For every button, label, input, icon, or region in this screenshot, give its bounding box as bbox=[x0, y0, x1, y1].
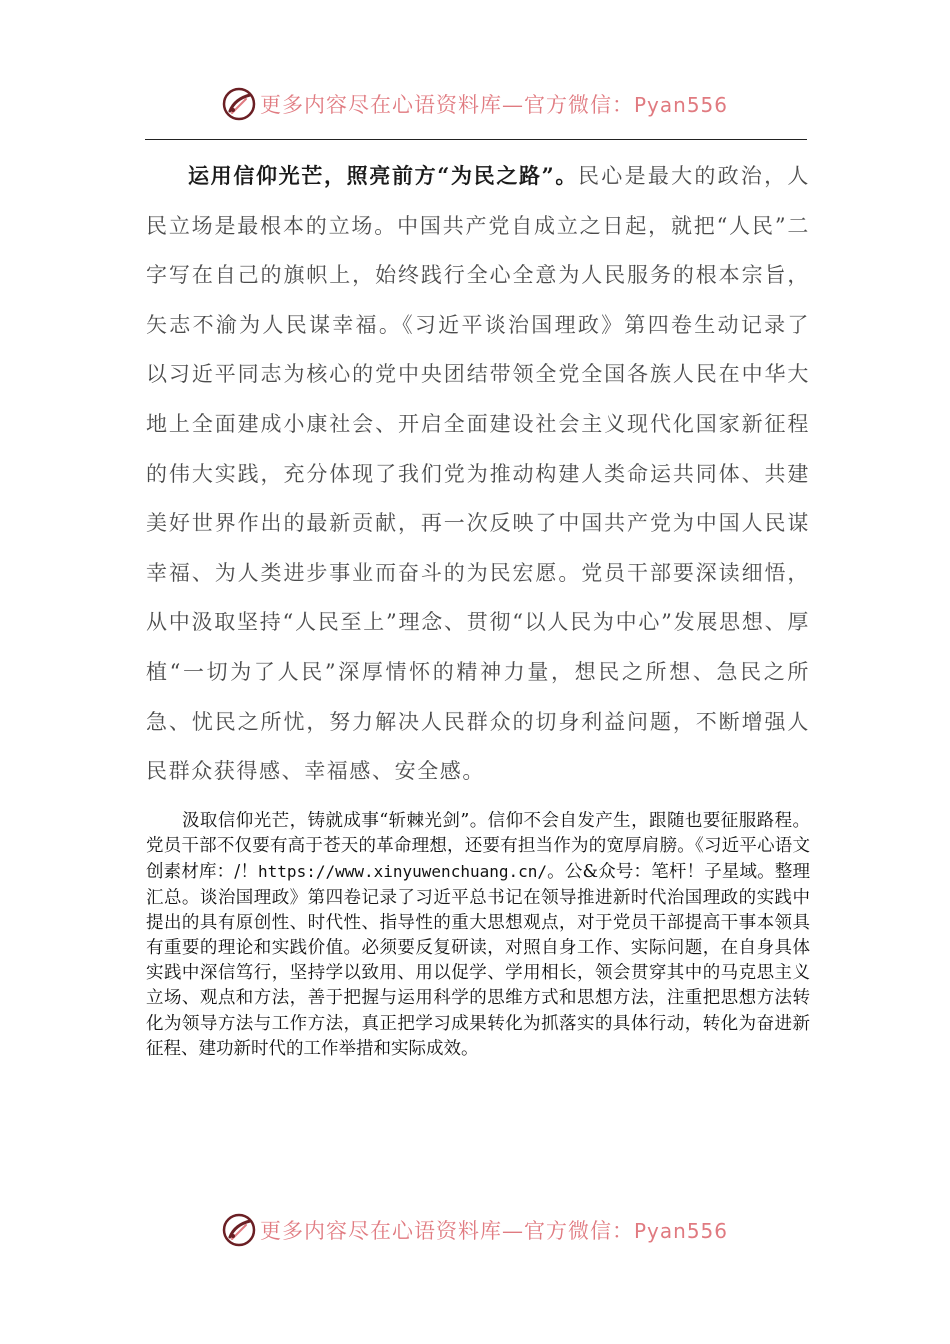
footer-wechat-id: Pyan556 bbox=[633, 1219, 728, 1243]
header-banner-text: 更多内容尽在心语资料库—官方微信：Pyan556 bbox=[259, 93, 728, 117]
footer-banner bbox=[0, 1210, 950, 1250]
header-banner bbox=[0, 84, 950, 124]
footer-banner-text: 更多内容尽在心语资料库—官方微信：Pyan556 bbox=[259, 1219, 728, 1243]
paragraph-second-part1: 汲取信仰光芒，铸就成事“斩棘光剑”。信仰不会自发产生，跟随也要征服路程。党员干部不仅要有高于苍天的革命理想，还要有担当作为的宽厚肩膀。《习近平心语文创素材库：/！ bbox=[146, 811, 810, 883]
paragraph-main bbox=[146, 151, 810, 797]
pen-logo-icon bbox=[222, 87, 256, 121]
pen-logo-icon bbox=[222, 1213, 256, 1247]
header-wechat-id: Pyan556 bbox=[633, 93, 728, 117]
paragraph-second bbox=[146, 809, 810, 1062]
header-divider bbox=[145, 139, 807, 140]
paragraph-lead-heading: 运用信仰光芒，照亮前方“为民之路”。 bbox=[188, 163, 579, 188]
paragraph-main-body: 民心是最大的政治，人民立场是最根本的立场。中国共产党自成立之日起，就把“人民”二字写在自己的旗帜上，始终践行全心全意为人民服务的根本宗旨，矢志不渝为人民谋幸福。《习近平谈治国理政》第四卷生动记录了以习近平同志为核心的党中央团结带领全党全国各族人民在中华大地上全面建成小康社会、开启全面建设社会主义现代化国家新征程的伟大实践，充分体现了我们党为推动构建人类命运共同体、共建美好世界作出的最新贡献，再一次反映了中国共产党为中国人民谋幸福、为人类进步事业而奋斗的为民宏愿。党员干部要深读细悟，从中汲取坚持“人民至上”理念、贯彻“以人民为中心”发展思想、厚植“一切为了人民”深厚情怀的精神力量，想民之所想、急民之所急、忧民之所忧，努力解决人民群众的切身利益问题，不断增强人民群众获得感、幸福感、安全感。 bbox=[146, 164, 810, 784]
embedded-url-text: https://www.xinyuwenchuang.cn/ bbox=[258, 862, 548, 882]
paragraph-second-part2: 。公&众号：笔杆！子星域。整理汇总。谈治国理政》第四卷记录了习近平总书记在领导推进新时代治国理政的实践中提出的具有原创性、时代性、指导性的重大思想观点，对于党员干部提高干事本领具有重要的理论和实践价值。必须要反复研读，对照自身工作、实际问题，在自身具体实践中深信笃行，坚持学以致用、用以促学、学用相长，领会贯穿其中的马克思主义立场、观点和方法，善于把握与运用科学的思维方式和思想方法，注重把思想方法转化为领导方法与工作方法，真正把学习成果转化为抓落实的具体行动，转化为奋进新征程、建功新时代的工作举措和实际成效。 bbox=[146, 862, 810, 1059]
